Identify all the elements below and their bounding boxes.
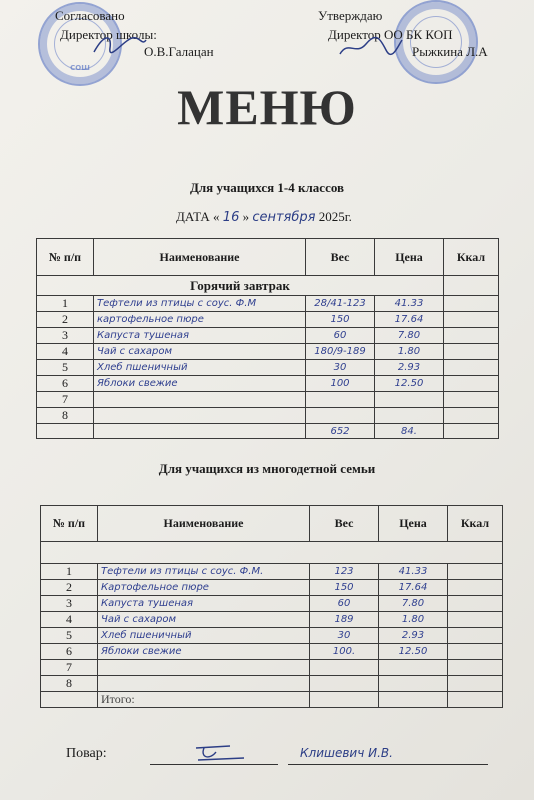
approval-left-label: Согласовано	[55, 8, 125, 23]
section1-heading: Для учащихся 1-4 классов	[189, 180, 345, 195]
date-prefix: ДАТА «	[176, 209, 220, 224]
date-month: сентября	[252, 210, 316, 225]
spacer-row	[41, 542, 503, 564]
col-name: Наименование	[98, 506, 310, 542]
table-row: 6 Яблоки свежие 100. 12.50	[41, 644, 503, 660]
table-header-row	[37, 239, 499, 276]
table-row: 5 Хлеб пшеничный 30 2.93	[41, 628, 503, 644]
col-weight: Вес	[306, 239, 375, 276]
table-row: 8	[41, 676, 503, 692]
total-price: 84.	[375, 424, 444, 439]
col-name: Наименование	[94, 239, 306, 276]
cook-name-line	[288, 764, 488, 765]
table-row: 2 картофельное пюре 150 17.64	[37, 312, 499, 328]
table-row: 2 Картофельное пюре 150 17.64	[41, 580, 503, 596]
table-row: 5 Хлеб пшеничный 30 2.93	[37, 360, 499, 376]
table-row: 1 Тефтели из птицы с соус. Ф.М. 123 41.33	[41, 564, 503, 580]
table-row: 4 Чай с сахаром 189 1.80	[41, 612, 503, 628]
total-row	[37, 424, 499, 439]
approval-left-role: Директор школы:	[60, 27, 157, 42]
menu-table-large-family	[40, 505, 503, 708]
col-weight: Вес	[310, 506, 379, 542]
section2-heading: Для учащихся из многодетной семьи	[158, 461, 376, 476]
cook-name: Клишевич И.В.	[300, 746, 393, 760]
table-row: 4 Чай с сахаром 180/9-189 1.80	[37, 344, 499, 360]
group-row	[37, 276, 499, 296]
col-number: № п/п	[37, 239, 94, 276]
approval-left-name: О.В.Галацан	[144, 44, 214, 59]
table-row: 7	[41, 660, 503, 676]
table-row: 1 Тефтели из птицы с соус. Ф.М 28/41-123 41.33	[37, 296, 499, 312]
total-label: Итого:	[98, 692, 310, 708]
date-mid: »	[242, 209, 250, 224]
menu-table-primary	[36, 238, 499, 439]
col-kcal: Ккал	[448, 506, 503, 542]
cook-signature	[190, 742, 250, 766]
col-price: Цена	[375, 239, 444, 276]
group-heading: Горячий завтрак	[37, 276, 444, 296]
table-row: 3 Капуста тушеная 60 7.80	[41, 596, 503, 612]
col-price: Цена	[379, 506, 448, 542]
left-signature	[90, 30, 150, 60]
table-row: 7	[37, 392, 499, 408]
right-signature	[336, 34, 406, 64]
date-day: 16	[222, 210, 240, 225]
approval-right-role: Директор ОО БК КОП	[328, 27, 453, 42]
table-row: 8	[37, 408, 499, 424]
school-stamp-text: СОШ	[70, 64, 90, 72]
col-number: № п/п	[41, 506, 98, 542]
date-line	[176, 209, 352, 225]
table-row: 6 Яблоки свежие 100 12.50	[37, 376, 499, 392]
date-suffix: 2025г.	[318, 209, 352, 224]
approval-right-label: Утверждаю	[318, 8, 383, 23]
cook-label: Повар:	[66, 746, 107, 761]
table-row: 3 Капуста тушеная 60 7.80	[37, 328, 499, 344]
total-weight: 652	[306, 424, 375, 439]
total-row	[41, 692, 503, 708]
table-header-row	[41, 506, 503, 542]
page-title: МЕНЮ	[177, 79, 357, 135]
col-kcal: Ккал	[444, 239, 499, 276]
approval-right-name: Рыжкина Л.А	[412, 44, 488, 59]
